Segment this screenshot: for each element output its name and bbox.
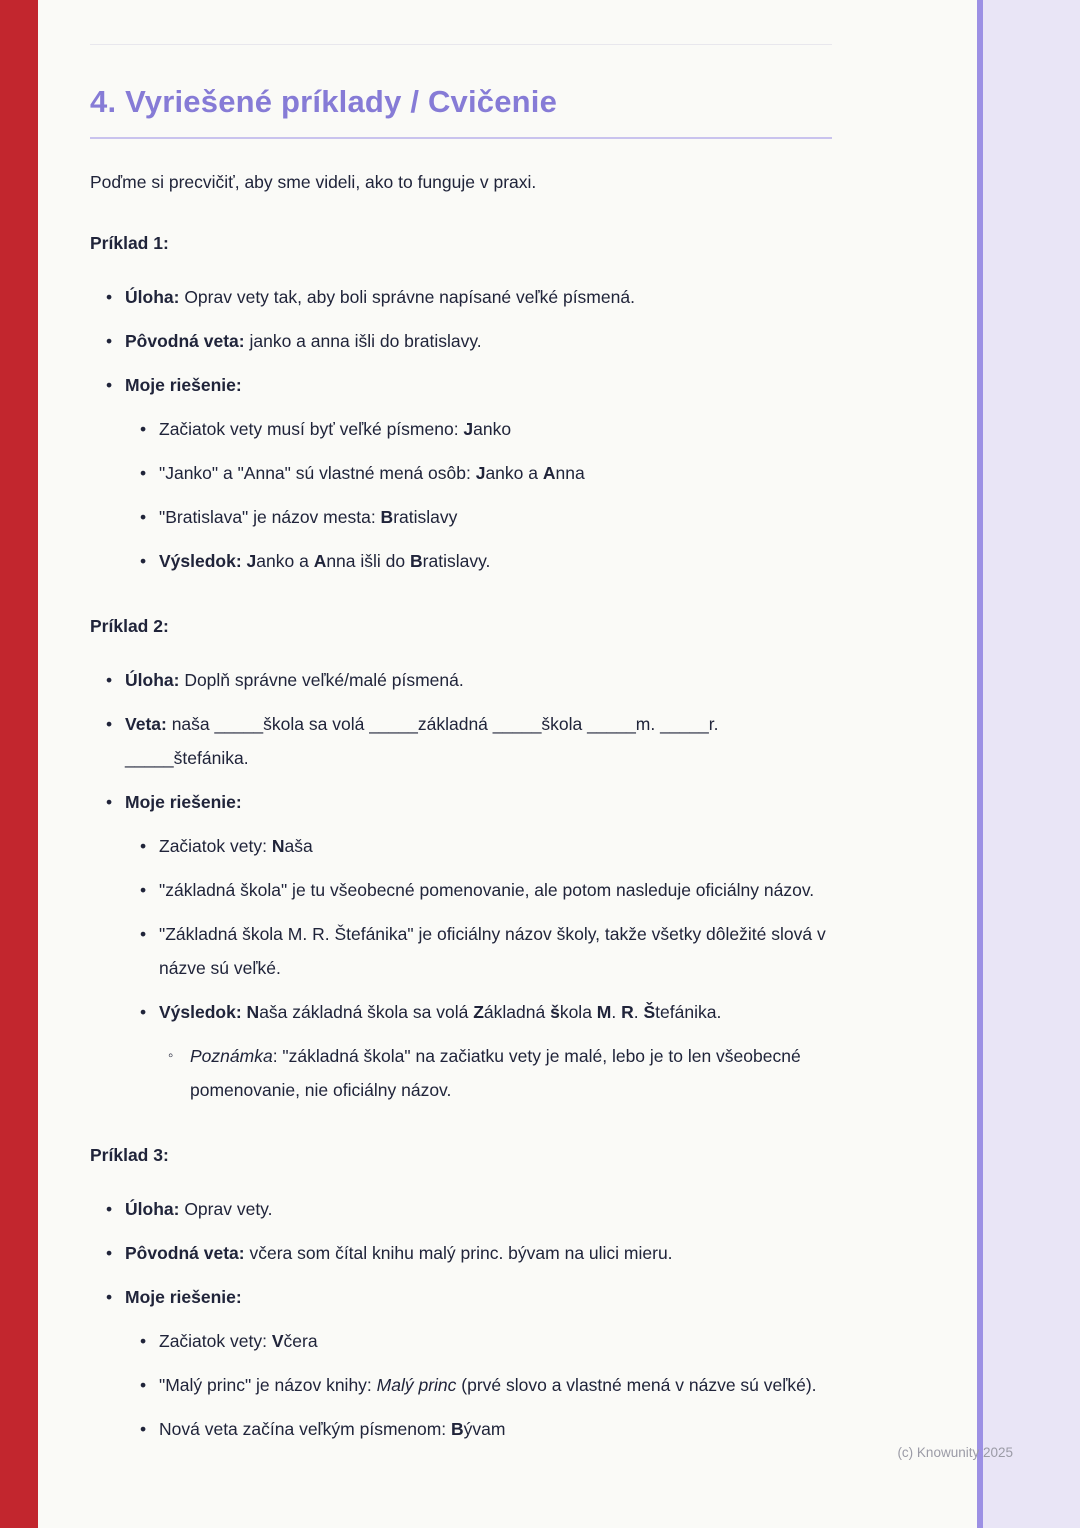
list-item xyxy=(90,544,832,578)
list-item xyxy=(90,1280,832,1314)
list-item xyxy=(90,500,832,534)
list-item-text: Pôvodná veta: janko a anna išli do bratislavy. xyxy=(125,331,482,351)
bullet-list xyxy=(90,280,832,578)
bullet-icon: • xyxy=(140,463,147,483)
left-edge-stripe xyxy=(0,0,38,1528)
top-hairline xyxy=(90,44,832,45)
list-item-text: Začiatok vety: Naša xyxy=(159,836,313,856)
list-item-text: Začiatok vety: Včera xyxy=(159,1331,318,1351)
bullet-icon: • xyxy=(106,287,113,307)
list-item xyxy=(90,1192,832,1226)
section-heading: Príklad 2: xyxy=(90,616,169,636)
list-item-text: "Bratislava" je názov mesta: Bratislavy xyxy=(159,507,458,527)
list-item xyxy=(90,1324,832,1358)
intro-paragraph: Poďme si precvičiť, aby sme videli, ako to funguje v praxi. xyxy=(90,172,537,192)
list-item-text: Výsledok: Janko a Anna išli do Bratislavy. xyxy=(159,551,491,571)
list-item-text: "Janko" a "Anna" sú vlastné mená osôb: Janko a Anna xyxy=(159,463,585,483)
bullet-icon: • xyxy=(140,1331,147,1351)
list-item-text: Výsledok: Naša základná škola sa volá Základná škola M. R. Štefánika. xyxy=(159,1002,722,1022)
list-item xyxy=(90,829,832,863)
section-heading: Príklad 1: xyxy=(90,233,169,253)
list-item-text: Veta: naša _____škola sa volá _____základná _____škola _____m. _____r. _____štefánika. xyxy=(125,714,719,768)
list-item xyxy=(90,1412,832,1446)
list-item-text: "Malý princ" je názov knihy: Malý princ (prvé slovo a vlastné mená v názve sú veľké). xyxy=(159,1375,817,1395)
bullet-icon: • xyxy=(106,1287,113,1307)
list-item-text: Moje riešenie: xyxy=(125,792,242,812)
bullet-icon: • xyxy=(140,507,147,527)
list-item-text: "Základná škola M. R. Štefánika" je oficiálny názov školy, takže všetky dôležité slová v názve sú veľké. xyxy=(159,924,826,978)
bullet-icon: • xyxy=(140,1002,147,1022)
bullet-icon: • xyxy=(140,1375,147,1395)
copyright: (c) Knowunity 2025 xyxy=(897,1445,1013,1460)
bullet-icon: • xyxy=(140,880,147,900)
list-item-text: "základná škola" je tu všeobecné pomenovanie, ale potom nasleduje oficiálny názov. xyxy=(159,880,815,900)
list-item xyxy=(90,995,832,1029)
list-item xyxy=(90,1039,832,1107)
bullet-icon: • xyxy=(140,1419,147,1439)
list-item-text: Pôvodná veta: včera som čítal knihu malý princ. bývam na ulici mieru. xyxy=(125,1243,673,1263)
list-item-text: Moje riešenie: xyxy=(125,375,242,395)
circle-bullet-icon: ◦ xyxy=(168,1047,174,1064)
bullet-icon: • xyxy=(140,836,147,856)
title-underline xyxy=(90,137,832,139)
page-title: 4. Vyriešené príklady / Cvičenie xyxy=(90,84,558,119)
list-item-text: Začiatok vety musí byť veľké písmeno: Janko xyxy=(159,419,512,439)
list-item-text: Úloha: Oprav vety tak, aby boli správne napísané veľké písmená. xyxy=(125,287,635,307)
list-item-text: Úloha: Doplň správne veľké/malé písmená. xyxy=(125,670,464,690)
bullet-icon: • xyxy=(140,551,147,571)
bullet-icon: • xyxy=(106,792,113,812)
bullet-icon: • xyxy=(106,714,113,734)
list-item xyxy=(90,1236,832,1270)
document-content xyxy=(90,0,832,1456)
list-item xyxy=(90,1368,832,1402)
list-item-text: Poznámka: "základná škola" na začiatku vety je malé, lebo je to len všeobecné pomenovanie, nie oficiálny názov. xyxy=(190,1046,801,1100)
list-item xyxy=(90,917,832,985)
bullet-icon: • xyxy=(106,331,113,351)
list-item-text: Moje riešenie: xyxy=(125,1287,242,1307)
list-item xyxy=(90,280,832,314)
page-edge-panel xyxy=(983,0,1080,1528)
examples-list xyxy=(90,233,832,1446)
list-item xyxy=(90,707,832,775)
list-item-text: Nová veta začína veľkým písmenom: Bývam xyxy=(159,1419,506,1439)
bullet-icon: • xyxy=(106,375,113,395)
list-item xyxy=(90,456,832,490)
list-item xyxy=(90,785,832,819)
bullet-list xyxy=(90,1192,832,1446)
list-item xyxy=(90,324,832,358)
section-heading: Príklad 3: xyxy=(90,1145,169,1165)
bullet-icon: • xyxy=(106,1199,113,1219)
list-item-text: Úloha: Oprav vety. xyxy=(125,1199,273,1219)
bullet-icon: • xyxy=(106,1243,113,1263)
bullet-icon: • xyxy=(140,924,147,944)
bullet-icon: • xyxy=(140,419,147,439)
list-item xyxy=(90,368,832,402)
bullet-list xyxy=(90,663,832,1107)
list-item xyxy=(90,663,832,697)
bullet-icon: • xyxy=(106,670,113,690)
list-item xyxy=(90,412,832,446)
list-item xyxy=(90,873,832,907)
